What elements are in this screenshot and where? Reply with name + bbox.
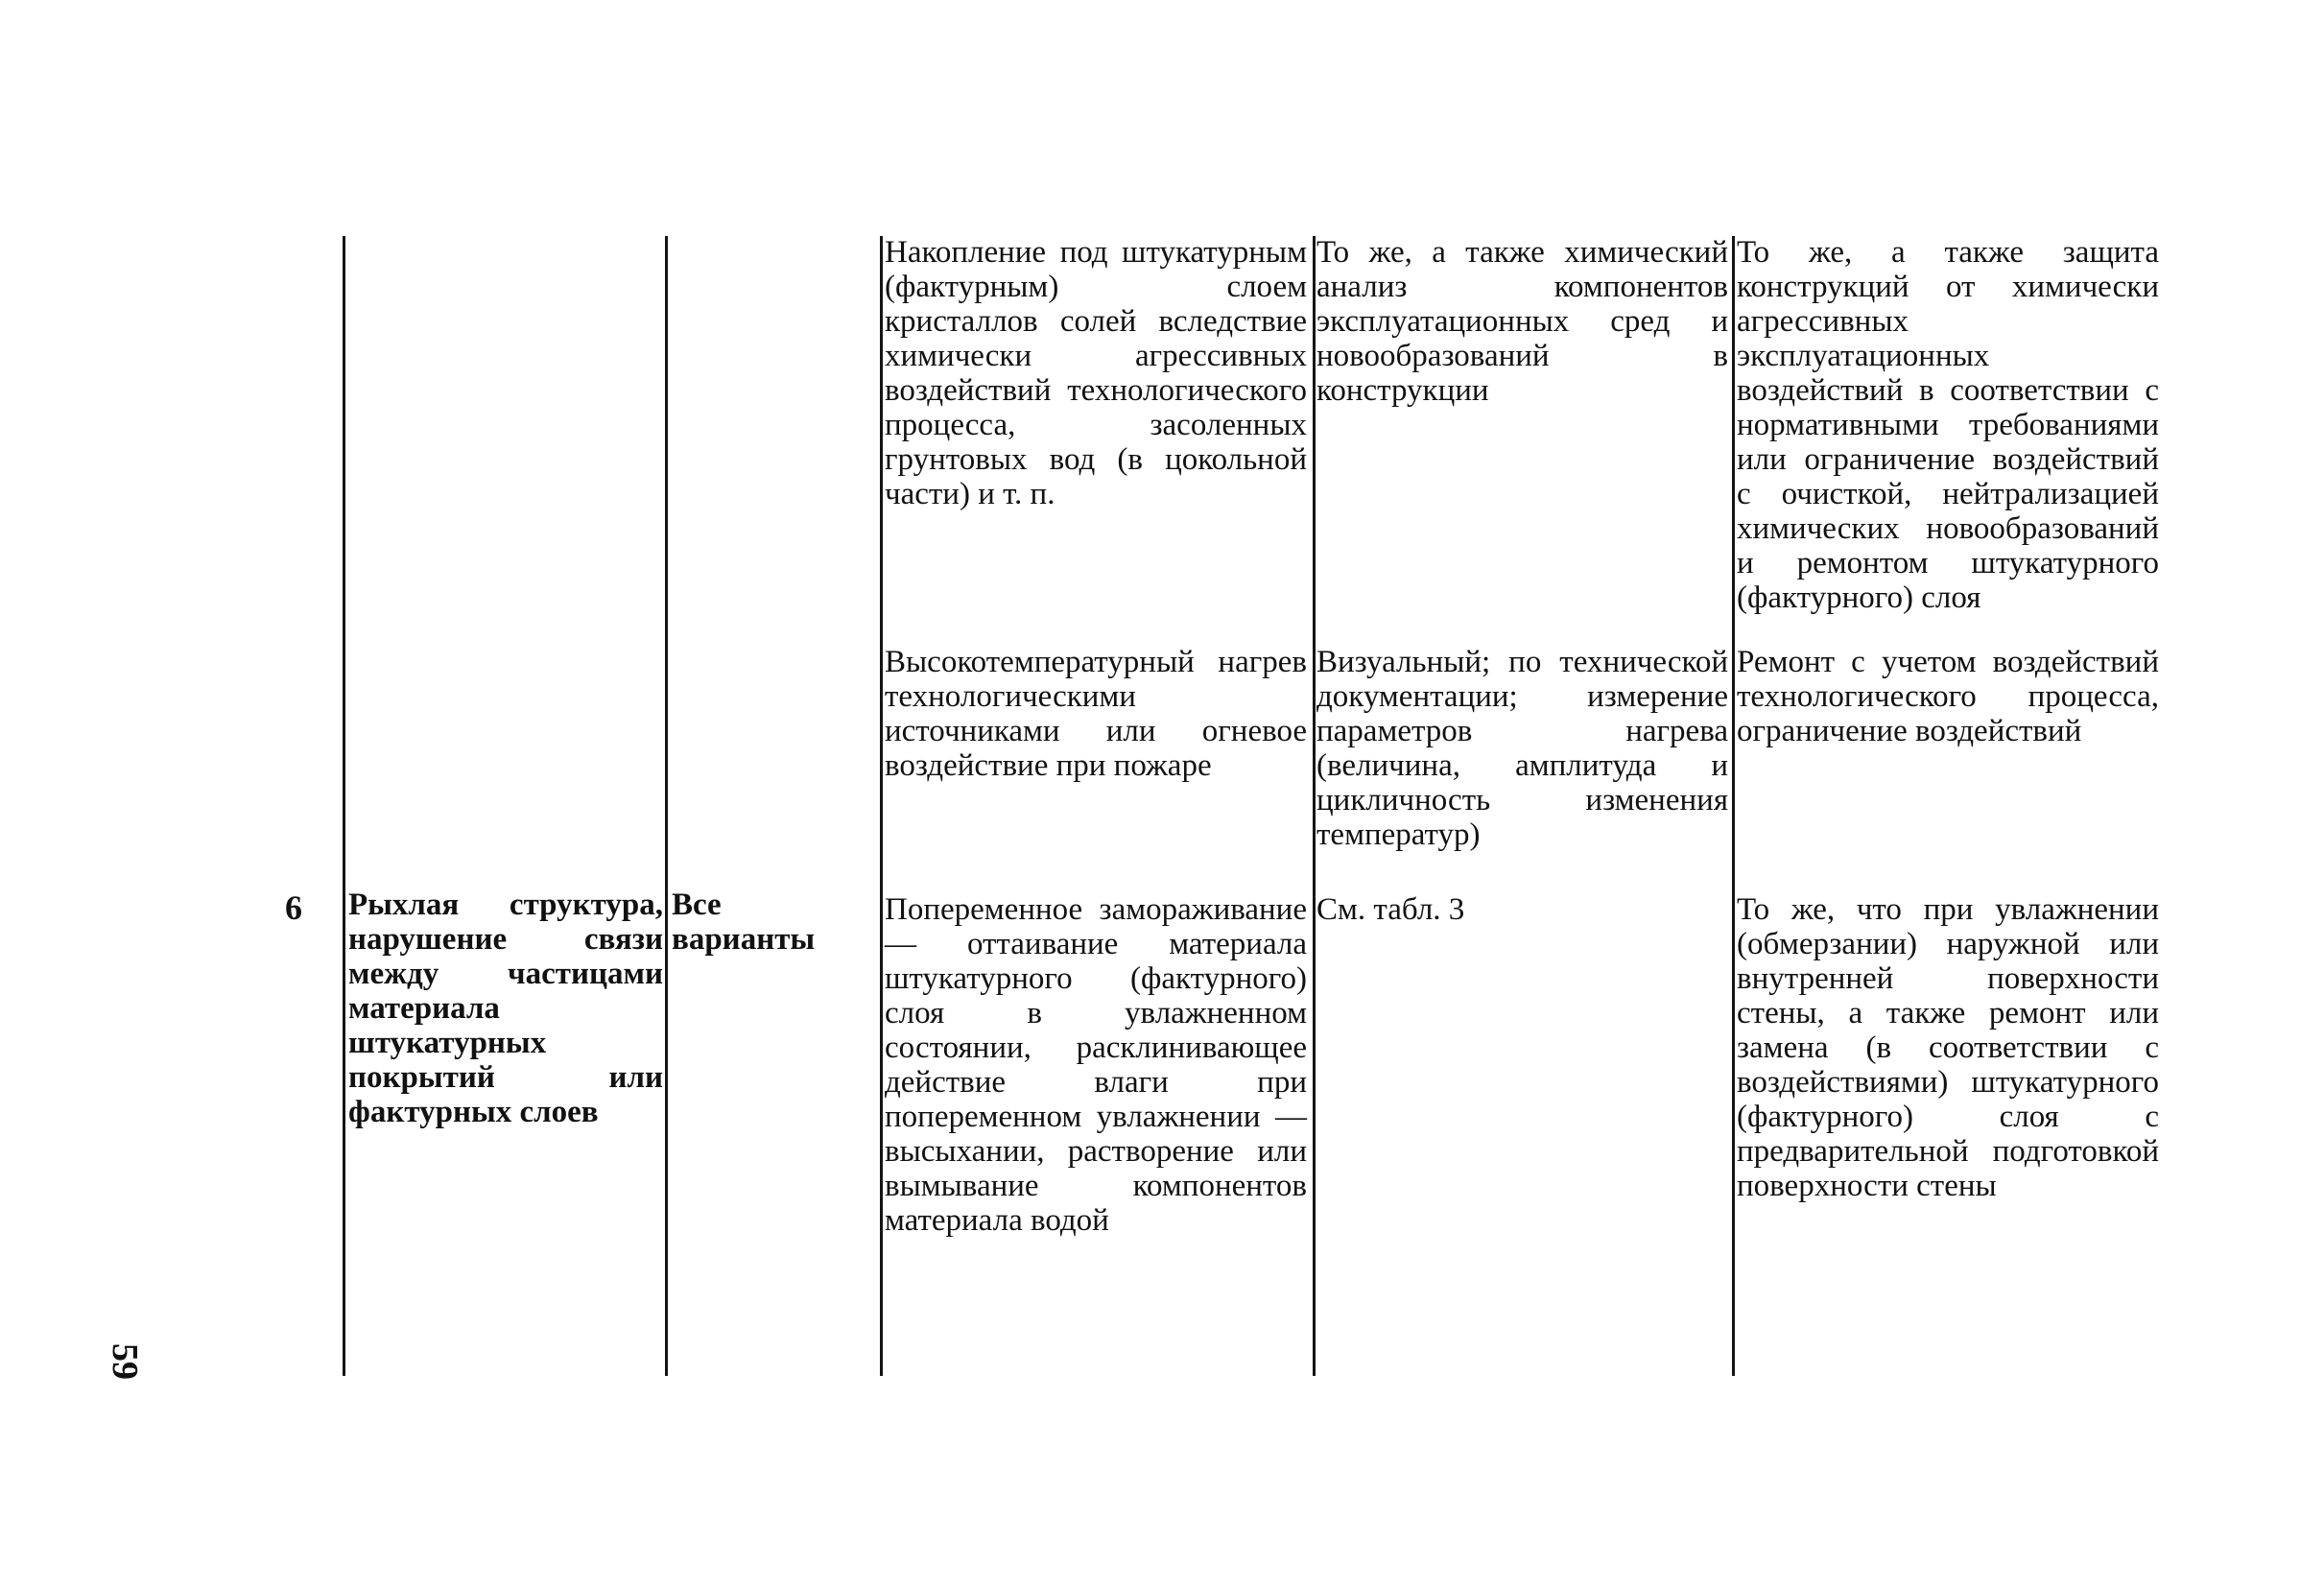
cause-cell-salt: Накопление под штукатурным (фактурным) слоем кристаллов солей вследствие химически агрессивных воздействий технологического процесса, засоленных грунтовых вод (в цокольной части) и т. п. xyxy=(885,235,1307,511)
row-number: 6 xyxy=(285,888,302,927)
variant-cell: Все варианты xyxy=(672,888,816,957)
column-divider-4 xyxy=(1313,236,1316,1376)
method-cell-heat: Визуальный; по технической документации; измерение параметров нагрева (величина, амплитуда и цикличность изменения температур) xyxy=(1316,645,1728,852)
measures-cell-salt: То же, а также защита конструкций от химически агрессивных эксплуатационных воздействий в соответствии с нормативными требованиями или ограничение воздействий с очисткой, нейтрализацией химических новообразований и ремонтом штукатурного (фактурного) слоя xyxy=(1737,235,2159,615)
dotted-mark xyxy=(343,485,345,519)
cause-cell-freeze: Попеременное замораживание — оттаивание материала штукатурного (фактурного) слоя в увлажненном состоянии, расклинивающее действие влаги при попеременном увлажнении — высыхании, растворение или вымывание компонентов материала водой xyxy=(885,892,1307,1238)
column-divider-3 xyxy=(880,236,883,1376)
cause-cell-heat: Высокотемпературный нагрев технологическими источниками или огневое воздействие при пожаре xyxy=(885,645,1307,783)
method-cell-salt: То же, а также химический анализ компонентов эксплуатационных сред и новообразований в конструкции xyxy=(1316,235,1728,408)
column-divider-5 xyxy=(1732,236,1735,1376)
method-cell-freeze: См. табл. 3 xyxy=(1316,892,1465,927)
column-divider-1 xyxy=(343,236,345,1376)
measures-cell-heat: Ремонт с учетом воздействий технологического процесса, ограничение воздействий xyxy=(1737,645,2159,748)
measures-cell-freeze: То же, что при увлажнении (обмерзании) наружной или внутренней поверхности стены, а также ремонт или замена (в соответствии с воздействиями) штукатурного (фактурного) слоя с предварительной подготовкой поверхности стены xyxy=(1737,892,2159,1203)
defect-description: Рыхлая структура, нарушение связи между частицами материала штукатурных покрытий или фактурных слоев xyxy=(348,888,663,1129)
page-number: 59 xyxy=(105,1343,145,1380)
column-divider-2 xyxy=(665,236,668,1376)
